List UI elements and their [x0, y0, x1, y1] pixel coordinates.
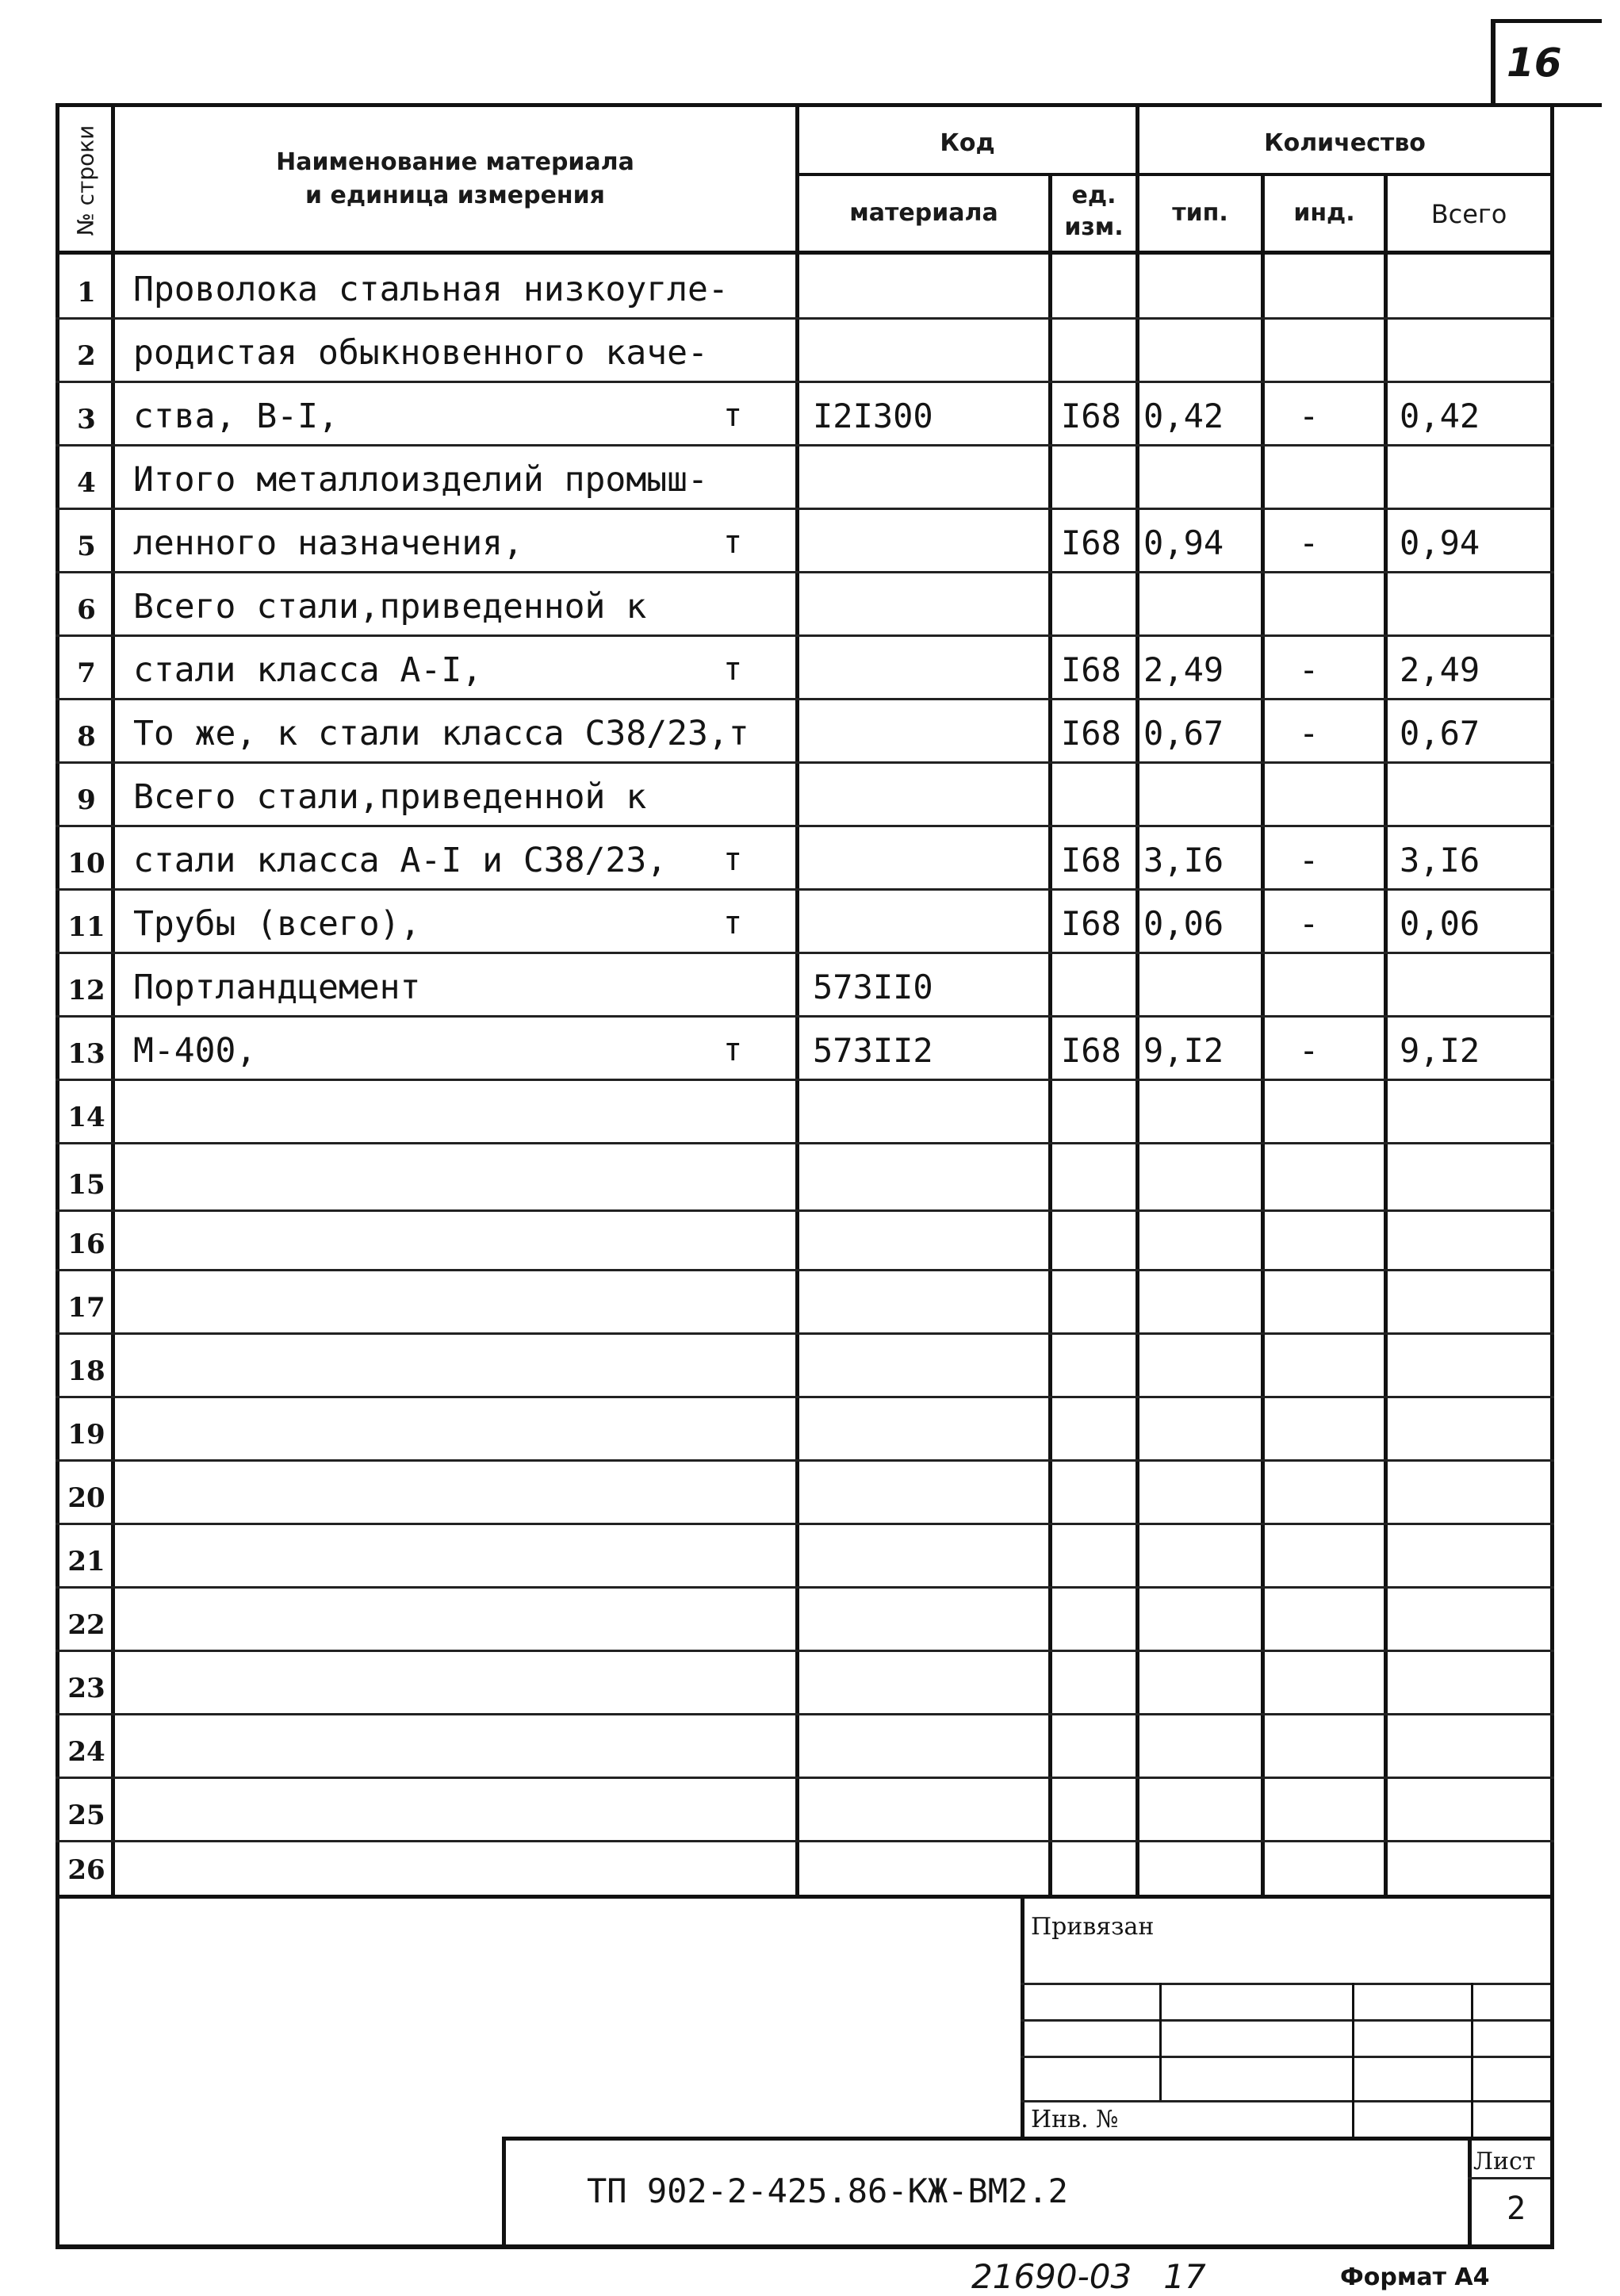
header-unit-line1: ед.: [1071, 182, 1116, 209]
footer-format: Формат А4: [1340, 2263, 1490, 2291]
row-separator: [56, 698, 1554, 700]
row-number: 23: [67, 1673, 105, 1704]
stamp-inv-label: Инв. №: [1031, 2106, 1119, 2133]
row-separator: [56, 1015, 1554, 1018]
row-number: 2: [77, 340, 96, 372]
material-code: 573II0: [813, 968, 933, 1006]
row-number: 19: [67, 1419, 105, 1451]
row-separator: [56, 1269, 1554, 1271]
row-separator: [56, 952, 1554, 954]
unit-mark: т: [723, 651, 743, 688]
row-number: 26: [67, 1854, 105, 1886]
header-quantity: Количество: [1264, 129, 1426, 157]
header-separator: [56, 251, 1554, 255]
row-number: 25: [67, 1800, 105, 1831]
quantity-total: 0,94: [1400, 523, 1480, 562]
material-name: ства, В-I,: [133, 397, 339, 436]
stamp-col-c: [1471, 1983, 1473, 2138]
stamp-sheet-separator: [1468, 2177, 1550, 2179]
row-number: 15: [67, 1169, 105, 1201]
row-separator: [56, 888, 1554, 891]
stamp-col-b: [1352, 1983, 1354, 2138]
row-number: 17: [67, 1292, 105, 1324]
material-name: ленного назначения,: [133, 523, 523, 563]
stamp-attached-label: Привязан: [1031, 1913, 1155, 1941]
row-number: 6: [77, 594, 96, 626]
material-name: Всего стали,приведенной к: [133, 587, 647, 627]
corner-frame: [1491, 19, 1496, 106]
material-code: 573II2: [813, 1031, 933, 1070]
unit-code: I68: [1061, 397, 1121, 435]
stamp-designation: ТП 902-2-425.86-КЖ-ВМ2.2: [587, 2171, 1068, 2210]
material-name: То же, к стали класса С38/23,т: [133, 714, 749, 753]
quantity-total: 9,I2: [1400, 1031, 1480, 1070]
row-number: 7: [77, 657, 96, 689]
unit-code: I68: [1061, 904, 1121, 943]
material-name: Всего стали,приведенной к: [133, 777, 647, 817]
row-separator: [56, 825, 1554, 827]
row-number: 18: [67, 1355, 105, 1387]
header-name-line1: Наименование материала: [276, 148, 634, 176]
row-separator: [56, 317, 1554, 320]
quantity-ind: -: [1299, 904, 1319, 943]
row-separator: [56, 444, 1554, 447]
unit-code: I68: [1061, 1031, 1121, 1070]
header-subdivision: [795, 173, 1554, 176]
quantity-typ: 3,I6: [1143, 841, 1224, 880]
row-separator: [56, 634, 1554, 637]
quantity-total: 2,49: [1400, 650, 1480, 689]
row-separator: [56, 1079, 1554, 1081]
stamp-sheet-left: [1468, 2137, 1472, 2248]
row-separator: [56, 1396, 1554, 1398]
material-name: стали класса А-I,: [133, 650, 483, 690]
row-number: 21: [67, 1546, 105, 1577]
sheet-corner-number: 16: [1507, 40, 1562, 86]
unit-mark: т: [723, 397, 743, 434]
header-name-line2: и единица измерения: [305, 182, 605, 209]
row-number: 24: [67, 1736, 105, 1768]
table-bottom-border: [56, 1895, 1554, 1899]
quantity-total: 0,67: [1400, 714, 1480, 753]
row-separator: [56, 1523, 1554, 1525]
quantity-total: 0,06: [1400, 904, 1480, 943]
row-number: 13: [67, 1038, 105, 1070]
material-name: Трубы (всего),: [133, 904, 421, 944]
unit-code: I68: [1061, 523, 1121, 562]
quantity-typ: 0,42: [1143, 397, 1224, 435]
quantity-ind: -: [1299, 523, 1319, 562]
material-name: родистая обыкновенного каче-: [133, 333, 708, 373]
stamp-sheet-label: Лист: [1473, 2148, 1536, 2175]
stamp-sheet-number: 2: [1507, 2191, 1526, 2227]
row-number: 10: [67, 848, 105, 880]
row-separator: [56, 1459, 1554, 1462]
row-number: 5: [77, 531, 96, 562]
row-separator: [56, 1586, 1554, 1589]
col-sep-rownum: [111, 103, 115, 1899]
quantity-ind: -: [1299, 650, 1319, 689]
quantity-typ: 0,94: [1143, 523, 1224, 562]
row-number: 11: [67, 911, 105, 943]
row-number: 8: [77, 721, 96, 753]
row-number: 9: [77, 784, 96, 816]
corner-frame-top: [1491, 19, 1602, 23]
quantity-total: 0,42: [1400, 397, 1480, 435]
row-separator: [56, 1650, 1554, 1652]
stamp-main-top: [502, 2137, 1554, 2141]
material-name: М-400,: [133, 1031, 257, 1071]
quantity-typ: 0,67: [1143, 714, 1224, 753]
material-name: стали класса А-I и С38/23,: [133, 841, 668, 880]
row-number: 22: [67, 1609, 105, 1641]
row-number: 1: [77, 277, 96, 309]
stamp-col-a: [1159, 1983, 1162, 2100]
unit-mark: т: [723, 905, 743, 941]
row-separator: [56, 381, 1554, 383]
unit-code: I68: [1061, 650, 1121, 689]
page-bottom-border: [56, 2244, 1554, 2249]
row-separator: [56, 1777, 1554, 1779]
unit-code: I68: [1061, 841, 1121, 880]
material-name: Портландцемент: [133, 968, 421, 1007]
row-number: 16: [67, 1228, 105, 1260]
header-material: материала: [849, 199, 998, 227]
row-separator: [56, 571, 1554, 573]
row-number: 12: [67, 975, 105, 1006]
row-number: 20: [67, 1482, 105, 1514]
col-sep-typ: [1261, 173, 1265, 1899]
quantity-total: 3,I6: [1400, 841, 1480, 880]
unit-mark: т: [723, 524, 743, 561]
quantity-ind: -: [1299, 714, 1319, 753]
row-separator: [56, 508, 1554, 510]
table-right-border: [1550, 103, 1554, 2248]
row-separator: [56, 1840, 1554, 1842]
table-top-border: [56, 103, 1554, 107]
material-name: Итого металлоизделий промыш-: [133, 460, 708, 500]
row-separator: [56, 761, 1554, 764]
material-name: Проволока стальная низкоугле-: [133, 270, 729, 309]
quantity-typ: 9,I2: [1143, 1031, 1224, 1070]
quantity-typ: 0,06: [1143, 904, 1224, 943]
row-separator: [56, 1209, 1554, 1212]
stamp-main-left: [502, 2137, 506, 2248]
quantity-ind: -: [1299, 1031, 1319, 1070]
header-ind: инд.: [1293, 199, 1355, 227]
col-sep-unit: [1136, 103, 1139, 1899]
row-number: 4: [77, 467, 96, 499]
quantity-ind: -: [1299, 397, 1319, 435]
col-sep-material: [1048, 173, 1052, 1899]
quantity-typ: 2,49: [1143, 650, 1224, 689]
row-separator: [56, 1142, 1554, 1144]
header-total: Всего: [1430, 199, 1507, 229]
col-sep-ind: [1384, 173, 1388, 1899]
unit-mark: т: [723, 1032, 743, 1068]
row-separator: [56, 1713, 1554, 1715]
table-left-border: [56, 103, 59, 2248]
header-code: Код: [940, 129, 995, 157]
row-separator: [56, 1332, 1554, 1335]
quantity-ind: -: [1299, 841, 1319, 880]
material-code: I2I300: [813, 397, 933, 435]
header-typ: тип.: [1172, 199, 1228, 227]
col-sep-name: [795, 103, 799, 1899]
unit-mark: т: [723, 841, 743, 878]
header-unit-line2: изм.: [1064, 213, 1124, 241]
footer-handwritten-number: 21690-03 17: [971, 2257, 1206, 2296]
header-row-no: № строки: [72, 125, 99, 236]
row-number: 14: [67, 1102, 105, 1133]
unit-code: I68: [1061, 714, 1121, 753]
stamp-vertical-main: [1021, 1895, 1024, 2141]
row-number: 3: [77, 404, 96, 435]
